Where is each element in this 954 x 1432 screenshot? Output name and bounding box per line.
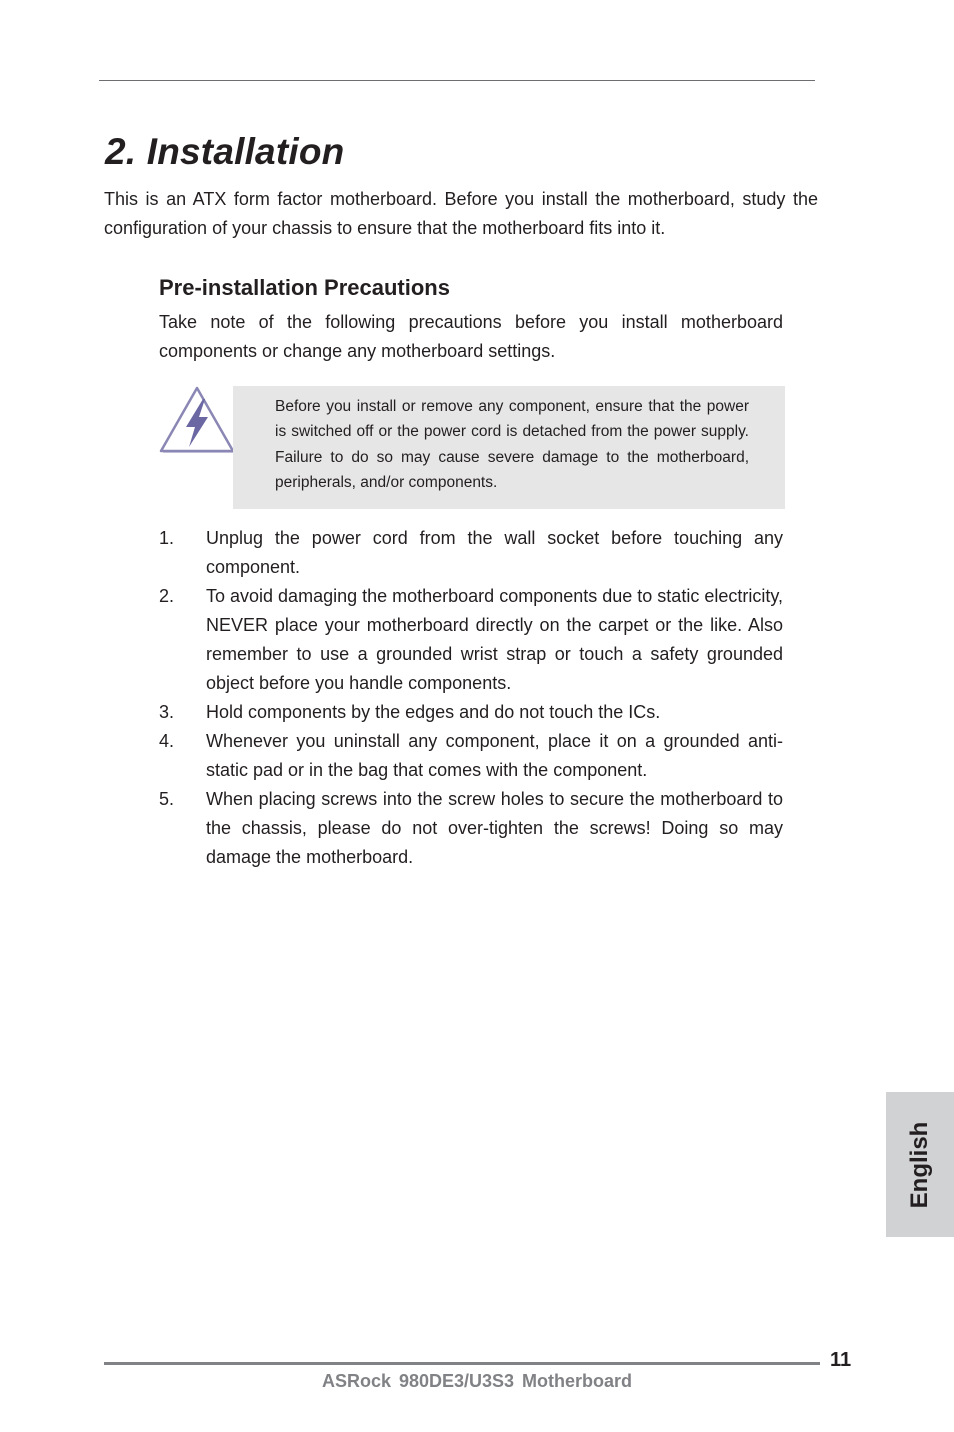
page-number: 11 bbox=[830, 1349, 852, 1371]
language-tab-label: English bbox=[906, 1121, 933, 1208]
precautions-heading: Pre-installation Precautions bbox=[159, 275, 450, 300]
precautions-list bbox=[159, 524, 783, 872]
list-item-number: 5. bbox=[159, 789, 175, 809]
warning-text: Before you install or remove any component, ensure that the power is switched off or the power cord is detached from the power supply. Failure to do so may cause severe damage to the motherboard, peripherals, and/or components. bbox=[275, 398, 749, 491]
list-item-text: Whenever you uninstall any component, place it on a grounded anti-static pad or in the bag that comes with the component. bbox=[206, 731, 783, 780]
intro-paragraph: This is an ATX form factor motherboard. Before you install the motherboard, study the configuration of your chassis to ensure that the motherboard fits into it. bbox=[104, 189, 818, 238]
precautions-intro: Take note of the following precautions before you install motherboard components or change any motherboard settings. bbox=[159, 312, 783, 361]
footer bbox=[0, 1371, 954, 1392]
list-item-number: 2. bbox=[159, 586, 175, 606]
bottom-rule bbox=[104, 1362, 820, 1365]
list-item-number: 3. bbox=[159, 702, 175, 722]
warning-box bbox=[233, 386, 785, 509]
language-tab bbox=[886, 1092, 954, 1237]
warning-icon bbox=[158, 383, 236, 455]
list-item-number: 1. bbox=[159, 528, 175, 548]
list-item bbox=[159, 698, 783, 727]
list-item-text: Hold components by the edges and do not touch the ICs. bbox=[206, 702, 661, 722]
list-item-number: 4. bbox=[159, 731, 175, 751]
list-item-text: Unplug the power cord from the wall socket before touching any component. bbox=[206, 528, 783, 577]
list-item-text: To avoid damaging the motherboard components due to static electricity, NEVER place your motherboard directly on the carpet or the like. Also remember to use a grounded wrist strap or touch a safety grounded object before you handle components. bbox=[206, 586, 783, 693]
top-rule bbox=[99, 80, 815, 81]
list-item bbox=[159, 524, 783, 582]
page-title: 2. Installation bbox=[105, 131, 345, 172]
list-item bbox=[159, 727, 783, 785]
list-item bbox=[159, 582, 783, 698]
list-item-text: When placing screws into the screw holes to secure the motherboard to the chassis, please do not over-tighten the screws! Doing so may damage the motherboard. bbox=[206, 789, 783, 867]
list-item bbox=[159, 785, 783, 872]
footer-product-name: ASRock 980DE3/U3S3 Motherboard bbox=[321, 1371, 633, 1391]
